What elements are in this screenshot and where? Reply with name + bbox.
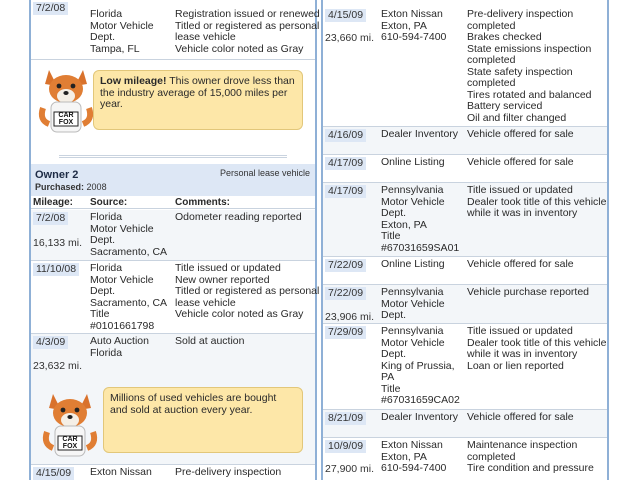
record-comments: Vehicle offered for sale: [467, 128, 574, 140]
record-comments: Vehicle offered for sale: [467, 156, 574, 168]
col-header-mileage: Mileage:: [33, 197, 74, 208]
record-source: Florida Motor Vehicle Dept. Tampa, FL: [90, 8, 154, 55]
table-row: [323, 155, 607, 183]
table-row: [31, 261, 320, 334]
record-date: 8/21/09: [325, 412, 366, 425]
record-date: 4/16/09: [325, 129, 366, 142]
purchased-label: Purchased:: [35, 182, 85, 192]
carfox-mascot-icon: [39, 388, 101, 463]
record-source: Florida Motor Vehicle Dept. Sacramento, CA: [90, 211, 168, 258]
record-mileage: 23,632 mi.: [33, 360, 83, 372]
record-source: Auto Auction Florida: [90, 335, 149, 359]
carfox-mascot-icon: [35, 64, 97, 139]
auction-callout: [103, 387, 303, 453]
record-date: 4/15/09: [325, 9, 366, 22]
table-row: [31, 465, 315, 480]
record-mileage: 23,660 mi.: [325, 32, 375, 44]
record-comments: Odometer reading reported: [175, 211, 302, 223]
record-mileage: 16,133 mi.: [33, 237, 83, 249]
table-row: [323, 410, 607, 438]
table-row: [323, 285, 607, 324]
record-date: 7/2/08: [33, 212, 68, 225]
record-date: 4/15/09: [33, 467, 74, 480]
history-column-left: [29, 0, 320, 480]
record-source: Dealer Inventory: [381, 411, 459, 423]
carfox-badge-text: CAR FOX: [58, 112, 74, 126]
purchased-value: 2008: [86, 182, 107, 192]
table-row: [31, 334, 315, 465]
record-date: 7/22/09: [325, 259, 366, 272]
owner-title: Owner 2: [35, 169, 79, 181]
table-row: [323, 183, 607, 257]
record-date: 7/22/09: [325, 287, 366, 300]
record-source: Dealer Inventory: [381, 128, 459, 140]
low-mileage-panel: [31, 60, 315, 140]
col-header-comments: Comments:: [175, 197, 231, 208]
record-comments: Vehicle purchase reported: [467, 286, 589, 298]
record-date: 11/10/08: [33, 263, 79, 276]
record-source: Exton Nissan: [90, 466, 152, 478]
owner-2-header: [31, 164, 315, 196]
record-source: Pennsylvania Motor Vehicle Dept. Exton, PA Title #67031659SA01: [381, 184, 460, 254]
column-border: [315, 0, 317, 480]
record-comments: Pre-delivery inspection completed Brakes checked State emissions inspection completed State safety inspection completed Tires rotated and balanced Battery serviced Oil and filter changed: [467, 8, 592, 124]
callout-text: Millions of used vehicles are bought and sold at auction every year.: [110, 392, 277, 416]
table-row: [31, 0, 320, 60]
record-comments: Pre-delivery inspection: [175, 466, 282, 478]
low-mileage-callout: [93, 70, 303, 130]
callout-text: This owner drove less than the industry average of 15,000 miles per year.: [100, 75, 295, 110]
table-row: [323, 438, 607, 480]
record-source: Exton Nissan Exton, PA 610-594-7400: [381, 8, 447, 43]
table-row: [323, 257, 607, 285]
table-row: [31, 210, 315, 261]
record-source: Florida Motor Vehicle Dept. Sacramento, CA Title #0101661798: [90, 262, 168, 332]
record-comments: Vehicle offered for sale: [467, 411, 574, 423]
record-comments: Registration issued or renewed Titled or registered as personal lease vehicle Vehicle color noted as Gray: [175, 8, 320, 55]
owner-type: Personal lease vehicle: [219, 168, 310, 178]
record-comments: Sold at auction: [175, 335, 245, 347]
record-source: Pennsylvania Motor Vehicle Dept.: [381, 286, 445, 321]
record-comments: Title issued or updated New owner reported Titled or registered as personal lease vehicle Vehicle color noted as Gray: [175, 262, 320, 320]
record-mileage: 23,906 mi.: [325, 311, 375, 323]
record-comments: Title issued or updated Dealer took title of this vehicle while it was in inventory Loan or lien reported: [467, 325, 607, 372]
table-row: [323, 0, 607, 127]
section-divider: [59, 155, 287, 158]
record-mileage: 27,900 mi.: [325, 463, 375, 475]
record-comments: Maintenance inspection completed Tire condition and pressure: [467, 439, 594, 474]
history-column-right: [321, 0, 609, 480]
record-date: 7/2/08: [33, 2, 68, 15]
carfox-badge-text: CAR FOX: [62, 436, 78, 450]
table-row: [323, 324, 607, 410]
record-date: 7/29/09: [325, 326, 366, 339]
history-column-headers: [31, 196, 315, 209]
record-comments: Title issued or updated Dealer took title of this vehicle while it was in inventory: [467, 184, 607, 219]
callout-title: Low mileage!: [100, 75, 167, 87]
record-source: Online Listing: [381, 156, 445, 168]
record-date: 10/9/09: [325, 440, 366, 453]
owner-purchased: [35, 182, 107, 192]
record-comments: Vehicle offered for sale: [467, 258, 574, 270]
record-source: Exton Nissan Exton, PA 610-594-7400: [381, 439, 447, 474]
record-source: Online Listing: [381, 258, 445, 270]
col-header-source: Source:: [90, 197, 128, 208]
record-date: 4/3/09: [33, 336, 68, 349]
record-date: 4/17/09: [325, 157, 366, 170]
record-source: Pennsylvania Motor Vehicle Dept. King of Prussia, PA Title #67031659CA02: [381, 325, 460, 406]
table-row: [323, 127, 607, 155]
record-date: 4/17/09: [325, 185, 366, 198]
